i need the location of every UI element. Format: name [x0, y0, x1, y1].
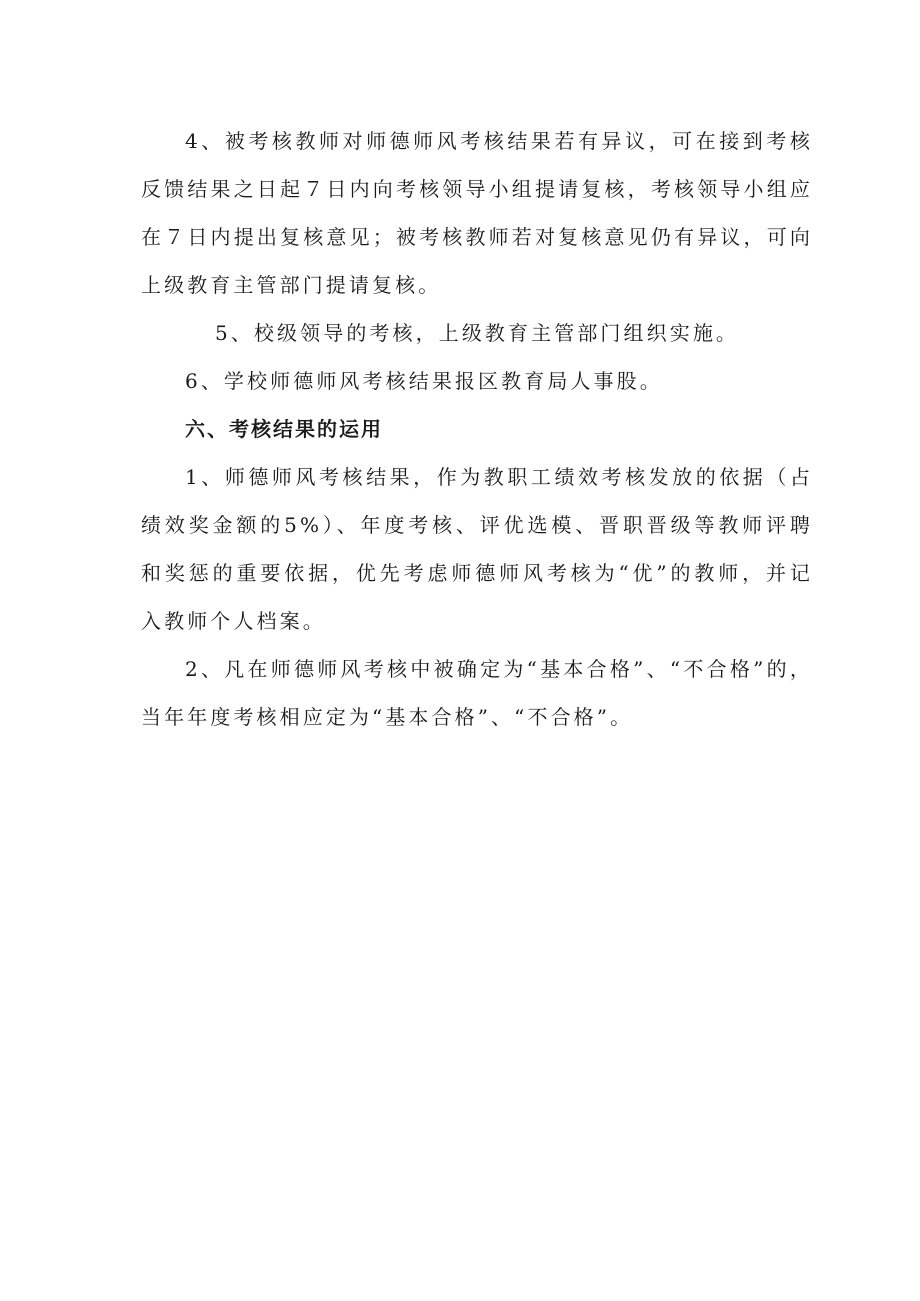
paragraph-results-basis: 1、师德师风考核结果，作为教职工绩效考核发放的依据（占绩效奖金额的5%）、年度考核、评优选模、晋职晋级等教师评聘和奖惩的重要依据，优先考虑师德师风考核为“优”的教师，并记入教师个人档案。: [141, 465, 813, 633]
section-heading-results-usage: 六、考核结果的运用: [185, 417, 383, 441]
paragraph-review-appeal: 4、被考核教师对师德师风考核结果若有异议，可在接到考核反馈结果之日起７日内向考核领导小组提请复核，考核领导小组应在７日内提出复核意见；被考核教师若对复核意见仍有异议，可向上级教育主管部门提请复核。: [141, 129, 813, 297]
document-body: [141, 117, 813, 741]
paragraph-results-rating: 2、凡在师德师风考核中被确定为“基本合格”、“不合格”的，当年年度考核相应定为“基本合格”、“不合格”。: [141, 657, 813, 729]
paragraph-report-to-bureau: 6、学校师德师风考核结果报区教育局人事股。: [185, 369, 663, 393]
paragraph-school-leader-assessment: 5、校级领导的考核，上级教育主管部门组织实施。: [215, 321, 740, 345]
